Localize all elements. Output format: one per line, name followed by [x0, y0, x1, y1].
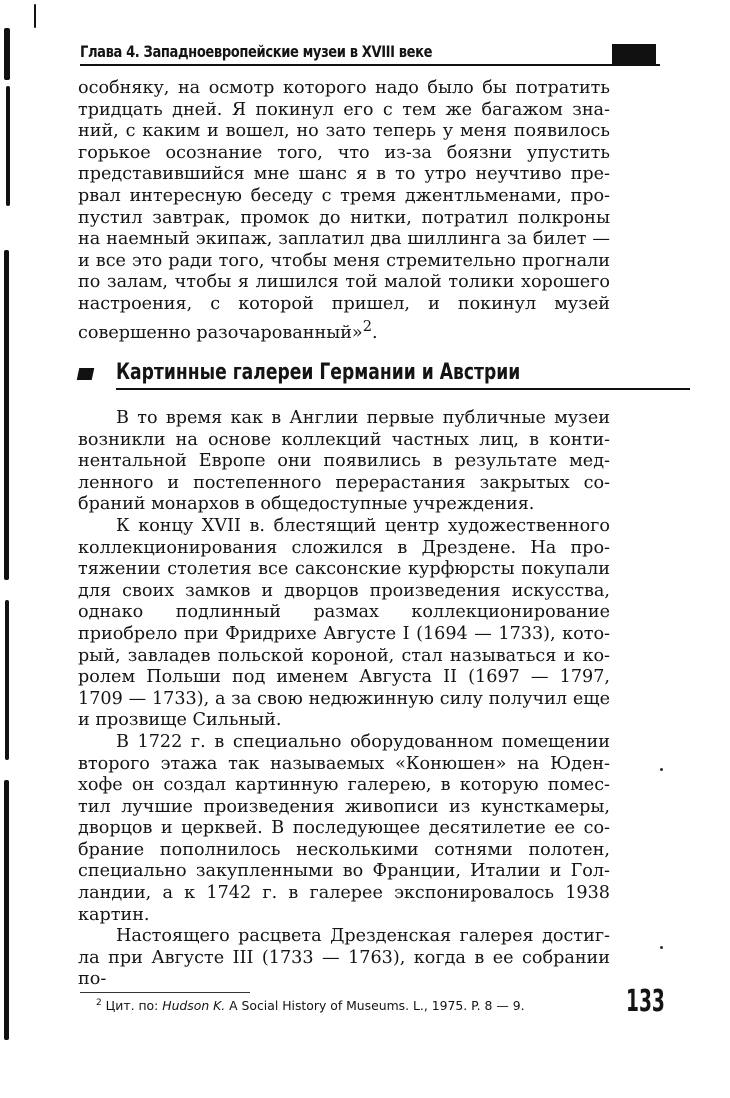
footnote-source: A Social History of Museums. L., 1975. P. 8 — 9.: [225, 998, 525, 1014]
section-rule: [116, 388, 690, 390]
running-head-title: Глава 4. Западноевропейские музеи в XVIII веке: [80, 42, 433, 61]
footnote-rule: [80, 992, 250, 993]
footnote: [96, 998, 525, 1013]
continuation-paragraph: [78, 78, 610, 344]
scan-edge-mark: [4, 28, 10, 80]
paragraph: В то время как в Англии первые публичные музеи возникли на основе коллекций частных лиц, в континентальной Европе они появились в результате медленного и постепенного перерастания закрытых собраний монархов в общедоступные учреждения.: [78, 408, 610, 515]
continuation-text: особняку, на осмотр которого надо было бы потратить тридцать дней. Я покинул его с тем же багажом знаний, с каким и вошел, но зато теперь у меня появилось горькое осознание того, что из-за боязни упустить представившийся мне шанс я в то утро неучтиво прервал интересную беседу с тремя джентльменами, пропустил завтрак, промок до нитки, потратил полкроны на наемный экипаж, заплатил два шиллинга за билет — и все это ради того, чтобы меня стремительно прогнали по залам, чтобы я лишился той малой толики хорошего настроения, с которой пришел, и покинул музей совершенно разочарованный»: [78, 78, 610, 343]
scan-edge-mark: [6, 86, 10, 206]
continuation-end: .: [372, 322, 378, 343]
footnote-number: 2: [96, 998, 102, 1008]
scan-dot: [660, 946, 663, 949]
scan-dot: [660, 768, 663, 771]
running-head-block: [612, 44, 656, 64]
paragraph: Настоящего расцвета Дрезденская галерея достигла при Августе III (1733 — 1763), когда в ее собрании по-: [78, 926, 610, 990]
scan-edge-mark: [4, 250, 9, 580]
section-title: Картинные галереи Германии и Австрии: [116, 360, 521, 385]
page-number: 133: [626, 984, 665, 1019]
section-bullet-icon: [77, 368, 95, 380]
scan-edge-mark: [4, 780, 9, 1040]
running-head: [80, 40, 660, 66]
running-head-rule: [80, 64, 660, 66]
footnote-reference: 2: [362, 317, 373, 335]
paragraph: В 1722 г. в специально оборудованном помещении второго этажа так называемых «Конюшен» на Юденхофе он создал картинную галерею, в которую поместил лучшие произведения живописи из кунсткамеры, дворцов и церквей. В последующее десятилетие ее собрание пополнилось несколькими сотнями полотен, специально закупленными во Франции, Италии и Голландии, а к 1742 г. в галерее экспонировалось 1938 картин.: [78, 731, 610, 925]
paragraph: К концу XVII в. блестящий центр художественного коллекционирования сложился в Дрездене. На протяжении столетия все саксонские курфюрсты покупали для своих замков и дворцов произведения искусства, однако подлинный размах коллекционирование приобрело при Фридрихе Августе I (1694 — 1733), который, завладев польской короной, стал называться и королем Польши под именем Августа II (1697 — 1797, 1709 — 1733), а за свою недюжинную силу получил еще и прозвище Сильный.: [78, 515, 610, 731]
footnote-prefix: Цит. по:: [101, 998, 163, 1014]
section-heading: [78, 358, 612, 392]
scan-edge-mark: [34, 4, 36, 28]
footnote-author: Hudson K.: [162, 998, 226, 1014]
body-text: [78, 408, 610, 991]
scan-edge-mark: [5, 600, 9, 760]
